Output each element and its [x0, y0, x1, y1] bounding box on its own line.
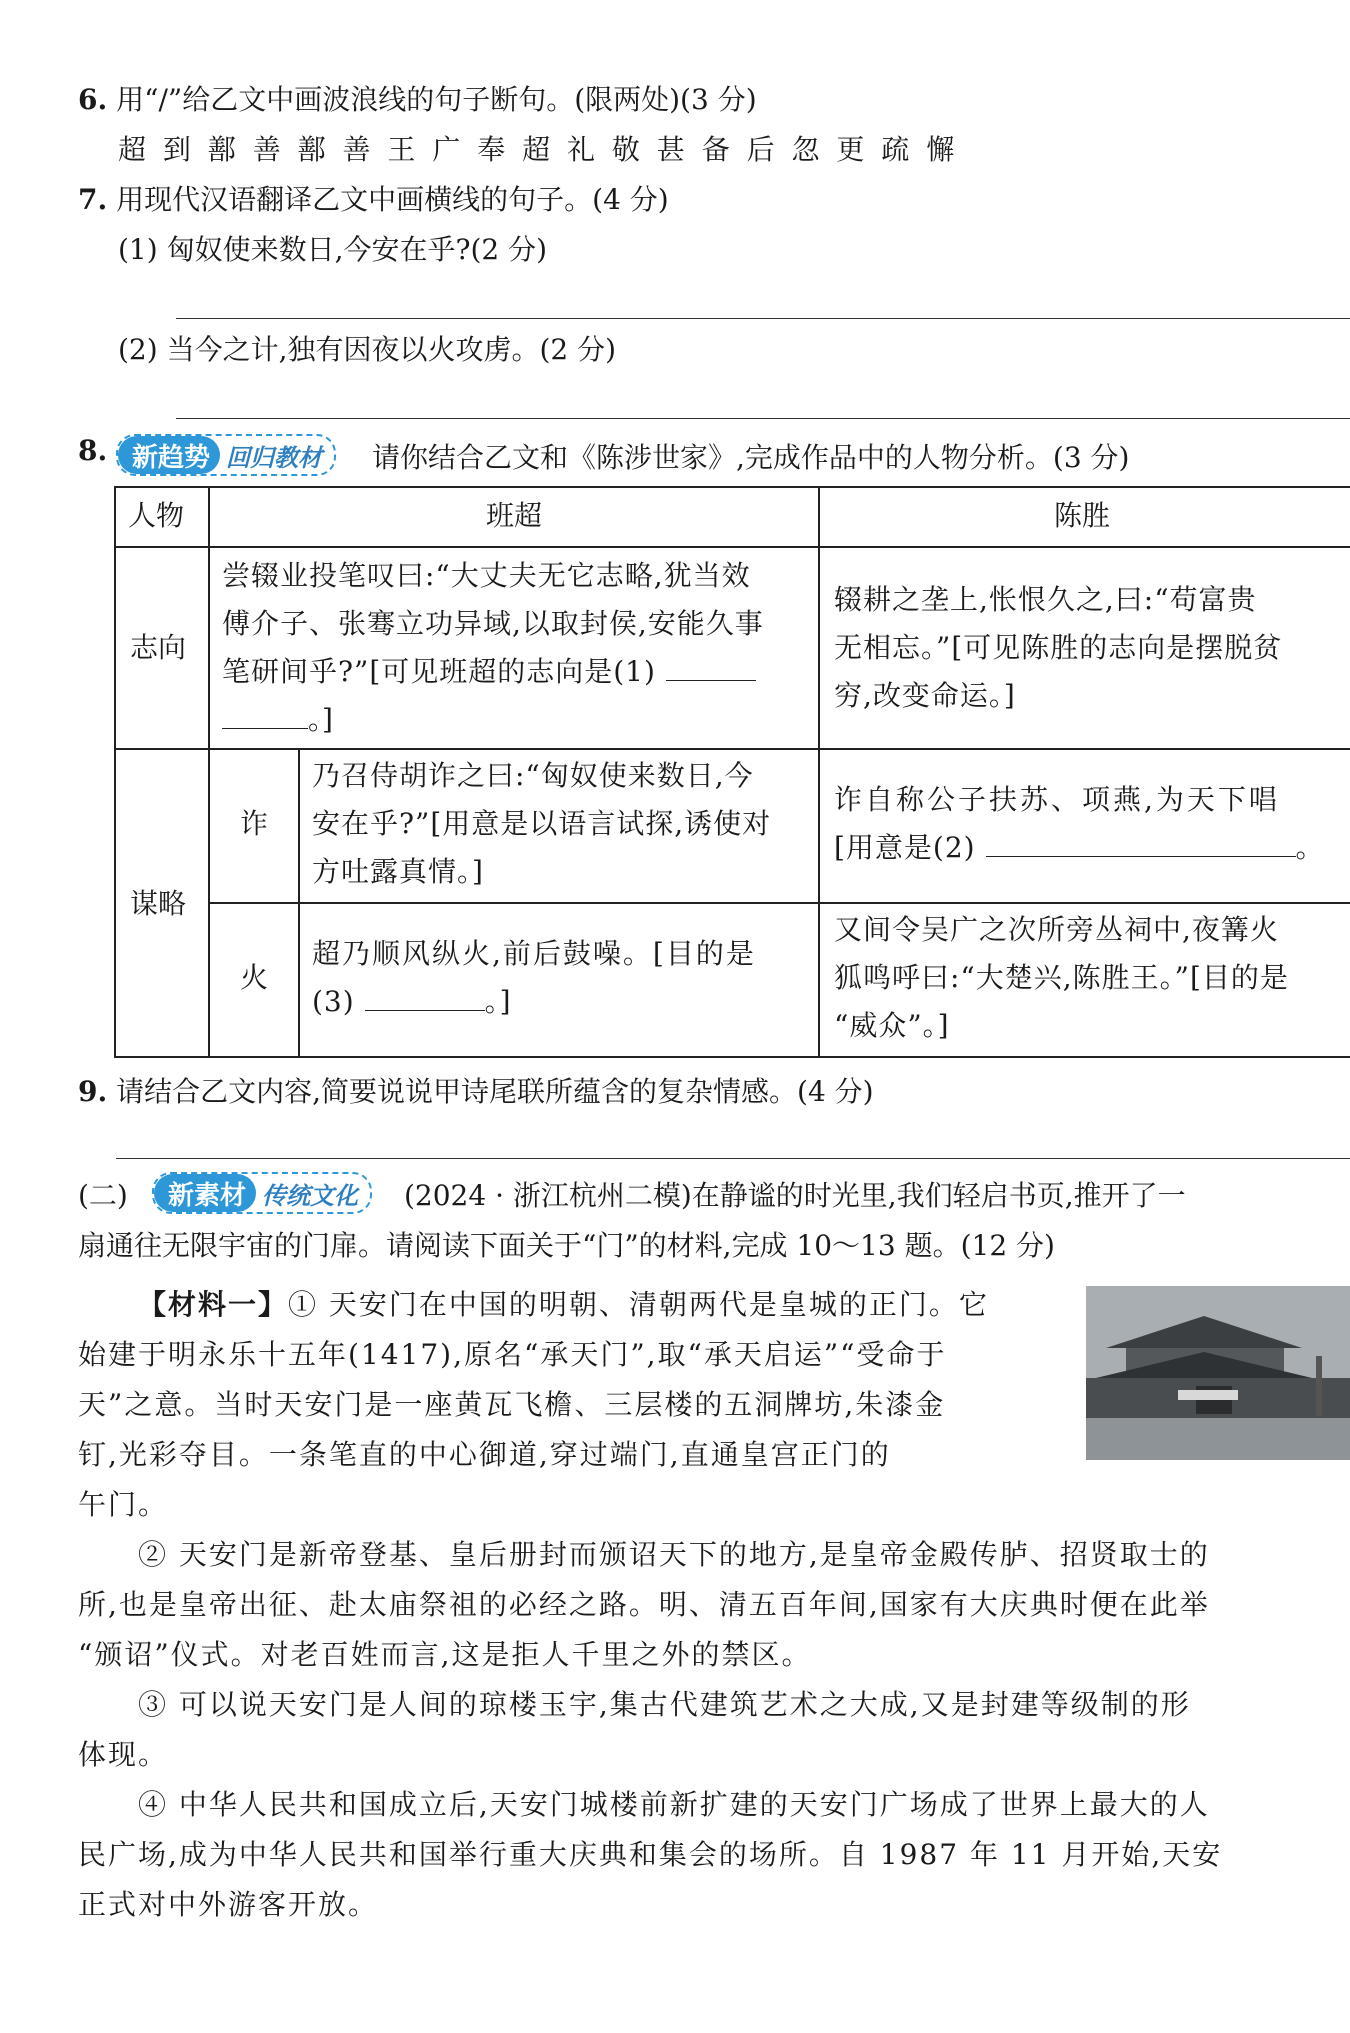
deceit-ban-line-1: 乃召侍胡诈之曰:“匈奴使来数日,今	[312, 759, 754, 792]
aspiration-chen-line-1: 辍耕之垄上,怅恨久之,曰:“苟富贵	[834, 583, 1257, 616]
q6-text: 用“/”给乙文中画波浪线的句子断句。(限两处)(3 分)	[116, 83, 757, 116]
fire-chen-line-3: “威众”。]	[834, 1009, 950, 1042]
blank-2[interactable]	[986, 832, 1296, 857]
q9-number: 9.	[78, 1075, 108, 1108]
q7-text: 用现代汉语翻译乙文中画横线的句子。(4 分)	[116, 183, 669, 216]
material-1-p4-line-3: 正式对中外游客开放。	[78, 1888, 379, 1921]
tiananmen-icon	[1086, 1286, 1350, 1460]
section-2-intro-1: (2024 · 浙江杭州二模)在静谧的时光里,我们轻启书页,推开了一	[404, 1179, 1186, 1212]
blank-1b[interactable]	[222, 704, 308, 729]
material-1-p1-text-1: ① 天安门在中国的明朝、清朝两代是皇城的正门。它	[288, 1288, 989, 1321]
q8-text: 请你结合乙文和《陈涉世家》,完成作品中的人物分析。(3 分)	[372, 441, 1130, 474]
row-deceit: 诈	[240, 807, 269, 840]
q8-badge	[116, 434, 336, 476]
row-fire: 火	[240, 961, 269, 994]
material-1-p3-line-2: 体现。	[78, 1738, 169, 1771]
section-2-badge	[152, 1172, 372, 1214]
q7	[78, 178, 669, 218]
material-1-p2-line-3: “颁诏”仪式。对老百姓而言,这是拒人千里之外的禁区。	[78, 1638, 812, 1671]
q6-sentence: 超 到 鄯 善 鄯 善 王 广 奉 超 礼 敬 甚 备 后 忽 更 疏 懈	[118, 133, 959, 166]
section-2-badge-sub: 传统文化	[262, 1181, 359, 1210]
aspiration-chen-line-3: 穷,改变命运。]	[834, 679, 1016, 712]
table-line	[818, 486, 820, 1056]
aspiration-ban-line-4	[222, 696, 333, 744]
blank-1a[interactable]	[666, 656, 756, 681]
header-chen-sheng: 陈胜	[1054, 499, 1111, 532]
material-1-p4-line-2: 民广场,成为中华人民共和国举行重大庆典和集会的场所。自 1987 年 11 月开始,天安	[78, 1838, 1223, 1871]
section-2-badge-main: 新素材	[154, 1174, 256, 1212]
q7-item-2: (2) 当今之计,独有因夜以火攻虏。(2 分)	[118, 333, 617, 366]
fire-ban-line-2	[312, 978, 512, 1026]
aspiration-ban-text: 笔研间乎?”[可见班超的志向是(1)	[222, 655, 656, 688]
material-1-p1-line-4: 钉,光彩夺目。一条笔直的中心御道,穿过端门,直通皇宫正门的	[78, 1438, 891, 1471]
material-1-p1-line-1	[138, 1280, 989, 1330]
material-1-heading: 【材料一】	[138, 1288, 289, 1321]
q6-number: 6.	[78, 83, 108, 116]
q8-badge-main: 新趋势	[118, 436, 220, 474]
material-1-p1-line-2: 始建于明永乐十五年(1417),原名“承天门”,取“承天启运”“受命于	[78, 1338, 947, 1371]
deceit-chen-end: 。	[1295, 831, 1325, 864]
table-line	[114, 546, 1350, 548]
table-line	[114, 486, 1350, 488]
q7-answer-line-1[interactable]	[176, 318, 1350, 319]
section-2-label: (二)	[78, 1179, 128, 1212]
table-line	[298, 748, 300, 1056]
q7-item-1: (1) 匈奴使来数日,今安在乎?(2 分)	[118, 233, 548, 266]
deceit-chen-text: [用意是(2)	[834, 831, 976, 864]
material-1-p2-line-1: ② 天安门是新帝登基、皇后册封而颁诏天下的地方,是皇帝金殿传胪、招贤取士的	[138, 1538, 1210, 1571]
q8-badge-sub: 回归教材	[226, 443, 323, 472]
fire-ban-end: 。]	[484, 985, 512, 1018]
header-ban-chao: 班超	[486, 499, 543, 532]
aspiration-ban-line-1: 尝辍业投笔叹曰:“大丈夫无它志略,犹当效	[222, 559, 751, 592]
aspiration-ban-line-3	[222, 648, 756, 696]
blank-3[interactable]	[365, 986, 485, 1011]
material-1-p2-line-2: 所,也是皇帝出征、赴太庙祭祖的必经之路。明、清五百年间,国家有大庆典时便在此举	[78, 1588, 1210, 1621]
header-person: 人物	[128, 499, 185, 532]
table-line	[114, 1056, 1350, 1058]
tiananmen-photo	[1086, 1286, 1350, 1460]
material-1-p1-line-5: 午门。	[78, 1488, 169, 1521]
q9	[78, 1070, 874, 1110]
q9-text: 请结合乙文内容,简要说说甲诗尾联所蕴含的复杂情感。(4 分)	[116, 1075, 874, 1108]
aspiration-chen-line-2: 无相忘。”[可见陈胜的志向是摆脱贫	[834, 631, 1283, 664]
q7-answer-line-2[interactable]	[176, 418, 1350, 419]
fire-ban-line-1: 超乃顺风纵火,前后鼓噪。[目的是	[312, 937, 756, 970]
q8-number-wrap	[78, 434, 107, 467]
q8-number: 8.	[78, 434, 108, 467]
deceit-chen-line-1: 诈自称公子扶苏、项燕,为天下唱	[834, 783, 1280, 816]
material-1-p1-line-3: 天”之意。当时天安门是一座黄瓦飞檐、三层楼的五洞牌坊,朱漆金	[78, 1388, 946, 1421]
deceit-ban-line-2: 安在乎?”[用意是以语言试探,诱使对	[312, 807, 772, 840]
row-aspiration: 志向	[130, 631, 187, 664]
deceit-ban-line-3: 方吐露真情。]	[312, 855, 484, 888]
table-line	[208, 486, 210, 1056]
material-1-p4-line-1: ④ 中华人民共和国成立后,天安门城楼前新扩建的天安门广场成了世界上最大的人	[138, 1788, 1210, 1821]
fire-chen-line-1: 又间令吴广之次所旁丛祠中,夜篝火	[834, 913, 1279, 946]
material-1-p3-line-1: ③ 可以说天安门是人间的琼楼玉宇,集古代建筑艺术之大成,又是封建等级制的形	[138, 1688, 1191, 1721]
deceit-chen-line-2	[834, 824, 1325, 872]
fire-ban-text: (3)	[312, 985, 355, 1018]
row-strategy: 谋略	[130, 887, 187, 920]
q6	[78, 78, 757, 118]
q9-answer-line[interactable]	[116, 1158, 1350, 1159]
table-line	[208, 902, 1350, 904]
table-line	[114, 486, 116, 1056]
q7-number: 7.	[78, 183, 108, 216]
aspiration-ban-line-2: 傅介子、张骞立功异域,以取封侯,安能久事	[222, 607, 764, 640]
fire-chen-line-2: 狐鸣呼曰:“大楚兴,陈胜王。”[目的是	[834, 961, 1289, 994]
section-2-intro-2: 扇通往无限宇宙的门扉。请阅读下面关于“门”的材料,完成 10～13 题。(12 分)	[78, 1229, 1055, 1262]
aspiration-ban-end: 。]	[308, 703, 333, 736]
